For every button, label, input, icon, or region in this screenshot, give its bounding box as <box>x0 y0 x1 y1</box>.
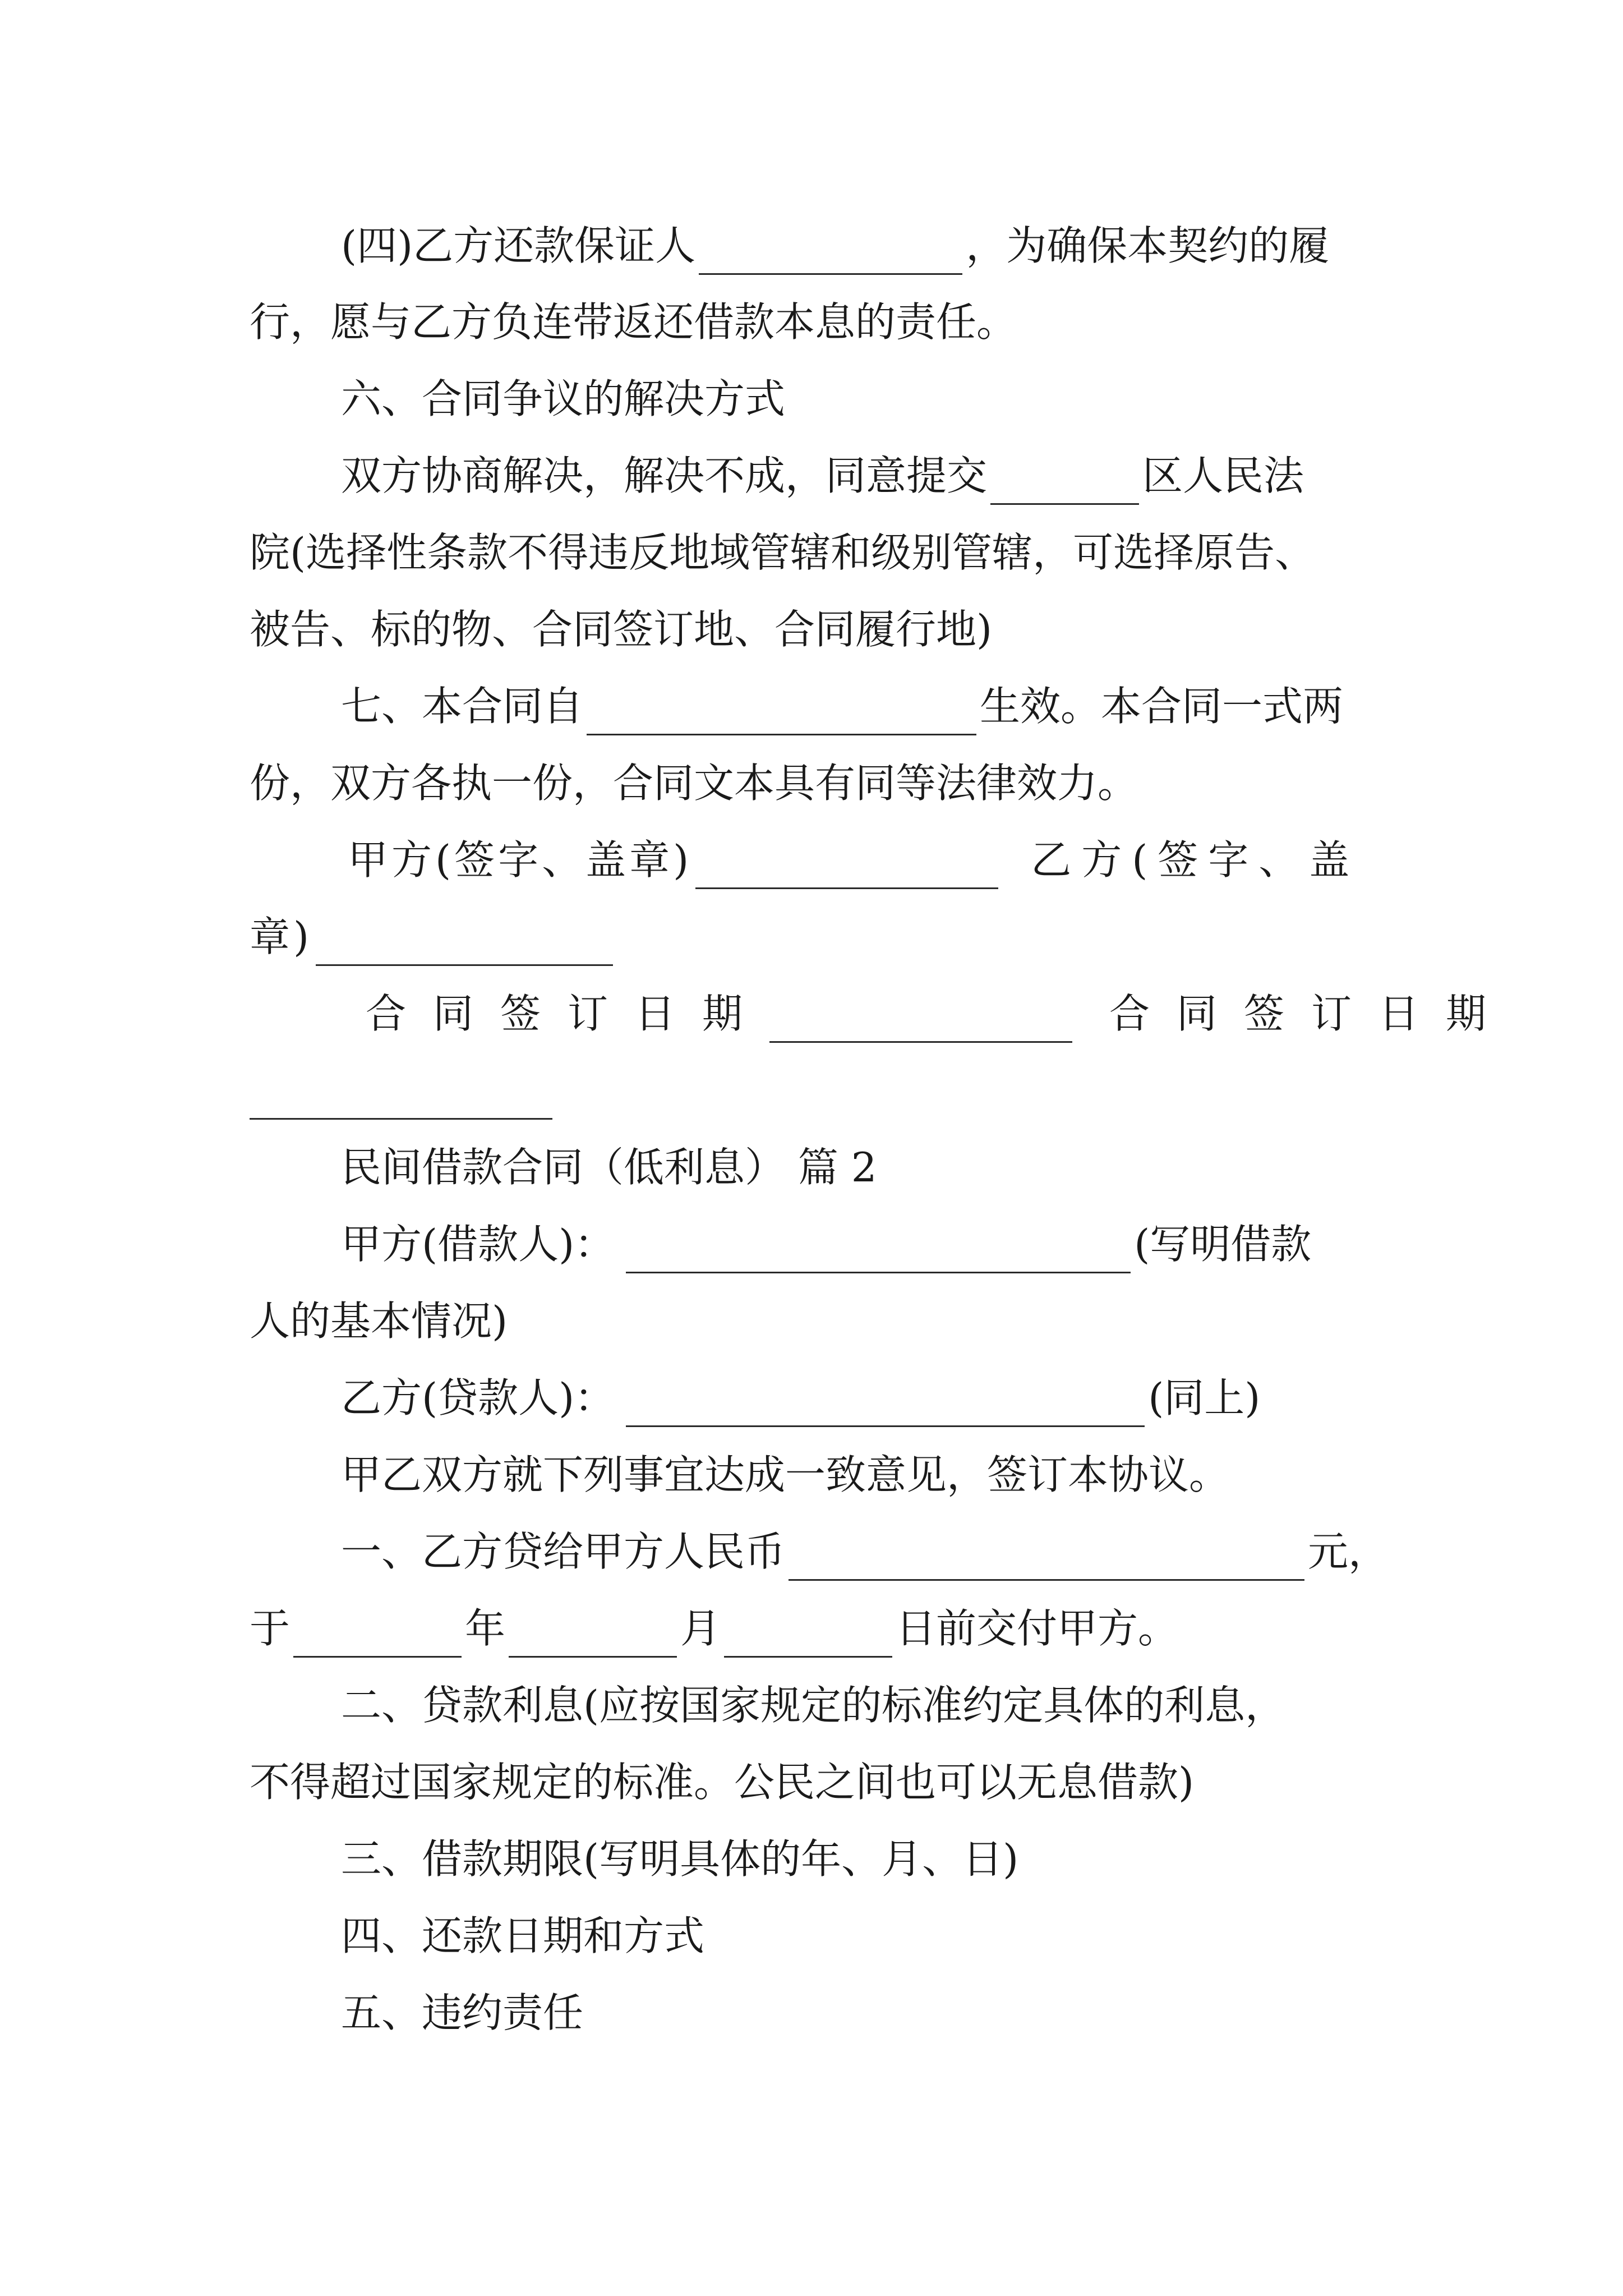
clause-1-year-label: 年 <box>465 1605 506 1652</box>
party-a-signing-date-blank[interactable] <box>769 985 1072 1043</box>
signature-line <box>348 829 1359 891</box>
agreement-intro-line <box>341 1444 1229 1506</box>
clause-2-text: 二、贷款利息(应按国家规定的标准约定具体的利息， <box>341 1682 1286 1729</box>
clause-1-day-label: 日前交付甲方。 <box>896 1605 1179 1652</box>
party-a-signing-date-label: 合同签订日期 <box>366 990 770 1037</box>
party-b-signing-date-label: 合同签订日期 <box>1109 990 1514 1037</box>
delivery-month-blank[interactable] <box>509 1600 677 1658</box>
party-b-signature-label: 乙方(签字、盖 <box>1031 836 1360 884</box>
lender-label: 乙方(贷款人)： <box>341 1374 615 1421</box>
section-6-text: 双方协商解决，解决不成，同意提交 <box>341 452 988 499</box>
document-2-title-line <box>341 1137 877 1198</box>
clause-2-text-cont: 不得超过国家规定的标准。公民之间也可以无息借款) <box>250 1759 1195 1806</box>
clause-4-line <box>341 1905 704 1967</box>
signature-line-2 <box>250 906 616 968</box>
party-b-signing-date-blank[interactable] <box>250 1062 552 1120</box>
clause-4-guarantor-line <box>341 215 1329 277</box>
effective-date-blank[interactable] <box>587 678 976 735</box>
clause-1-line-1 <box>341 1521 1389 1582</box>
borrower-note: (写明借款 <box>1134 1221 1312 1268</box>
document-2-title: 民间借款合同（低利息） 篇 2 <box>341 1144 877 1191</box>
lender-note: (同上) <box>1148 1374 1261 1421</box>
party-b-signature-blank[interactable] <box>316 908 613 966</box>
party-a-signature-blank[interactable] <box>695 831 998 889</box>
borrower-line-2 <box>250 1290 508 1352</box>
borrower-blank[interactable] <box>626 1216 1131 1273</box>
clause-4-repayment-text: 四、还款日期和方式 <box>341 1912 705 1959</box>
clause-1-line-2 <box>250 1598 1178 1659</box>
clause-4-continuation: 行，愿与乙方负连带返还借款本息的责任。 <box>250 298 1017 346</box>
court-district-blank[interactable] <box>990 447 1139 505</box>
clause-1-month-label: 月 <box>680 1605 721 1652</box>
borrower-note-cont: 人的基本情况) <box>250 1297 508 1345</box>
party-a-signature-label: 甲方(签字、盖章) <box>348 836 693 884</box>
clause-1-text: 一、乙方贷给甲方人民币 <box>341 1528 786 1575</box>
section-7-text: 七、本合同自 <box>341 683 584 730</box>
party-b-signature-label-cont: 章) <box>250 913 313 960</box>
section-6-heading <box>341 368 785 430</box>
clause-2-line-1 <box>341 1674 1285 1736</box>
lender-blank[interactable] <box>626 1369 1145 1427</box>
guarantor-blank[interactable] <box>699 217 962 275</box>
delivery-year-blank[interactable] <box>293 1600 462 1658</box>
borrower-line <box>341 1213 1311 1275</box>
section-7-line-2 <box>250 752 1138 814</box>
clause-5-text: 五、违约责任 <box>341 1989 584 2036</box>
section-6-title: 六、合同争议的解决方式 <box>341 375 786 422</box>
loan-amount-blank[interactable] <box>789 1523 1304 1581</box>
agreement-intro: 甲乙双方就下列事宜达成一致意见，签订本协议。 <box>341 1451 1230 1498</box>
section-6-line-2 <box>250 522 1315 583</box>
clause-5-line <box>341 1982 583 2044</box>
section-6-line-3 <box>250 599 992 660</box>
section-6-note: 院(选择性条款不得违反地域管辖和级别管辖，可选择原告、 <box>250 529 1316 576</box>
section-7-text-cont: 生效。本合同一式两 <box>980 683 1344 730</box>
section-6-line-1 <box>341 445 1304 507</box>
section-6-text-cont: 区人民法 <box>1142 452 1304 499</box>
lender-line <box>341 1367 1260 1429</box>
clause-3-line <box>341 1828 1018 1890</box>
clause-1-currency-unit: 元， <box>1308 1528 1389 1575</box>
clause-3-text: 三、借款期限(写明具体的年、月、日) <box>341 1835 1019 1883</box>
clause-4-text: (四)乙方还款保证人 <box>341 222 696 269</box>
signing-date-line-2 <box>250 1060 556 1121</box>
clause-4-line-2 <box>250 291 1017 353</box>
clause-2-line-2 <box>250 1751 1194 1813</box>
borrower-label: 甲方(借款人)： <box>341 1221 615 1268</box>
section-7-line-1 <box>341 675 1343 737</box>
section-6-note-cont: 被告、标的物、合同签订地、合同履行地) <box>250 606 993 653</box>
section-7-continuation: 份，双方各执一份，合同文本具有同等法律效力。 <box>250 760 1138 807</box>
clause-4-text-cont: ，为确保本契约的履 <box>966 222 1330 269</box>
delivery-day-blank[interactable] <box>724 1600 892 1658</box>
signing-date-line <box>366 983 1513 1045</box>
clause-1-date-prefix: 于 <box>250 1605 291 1652</box>
